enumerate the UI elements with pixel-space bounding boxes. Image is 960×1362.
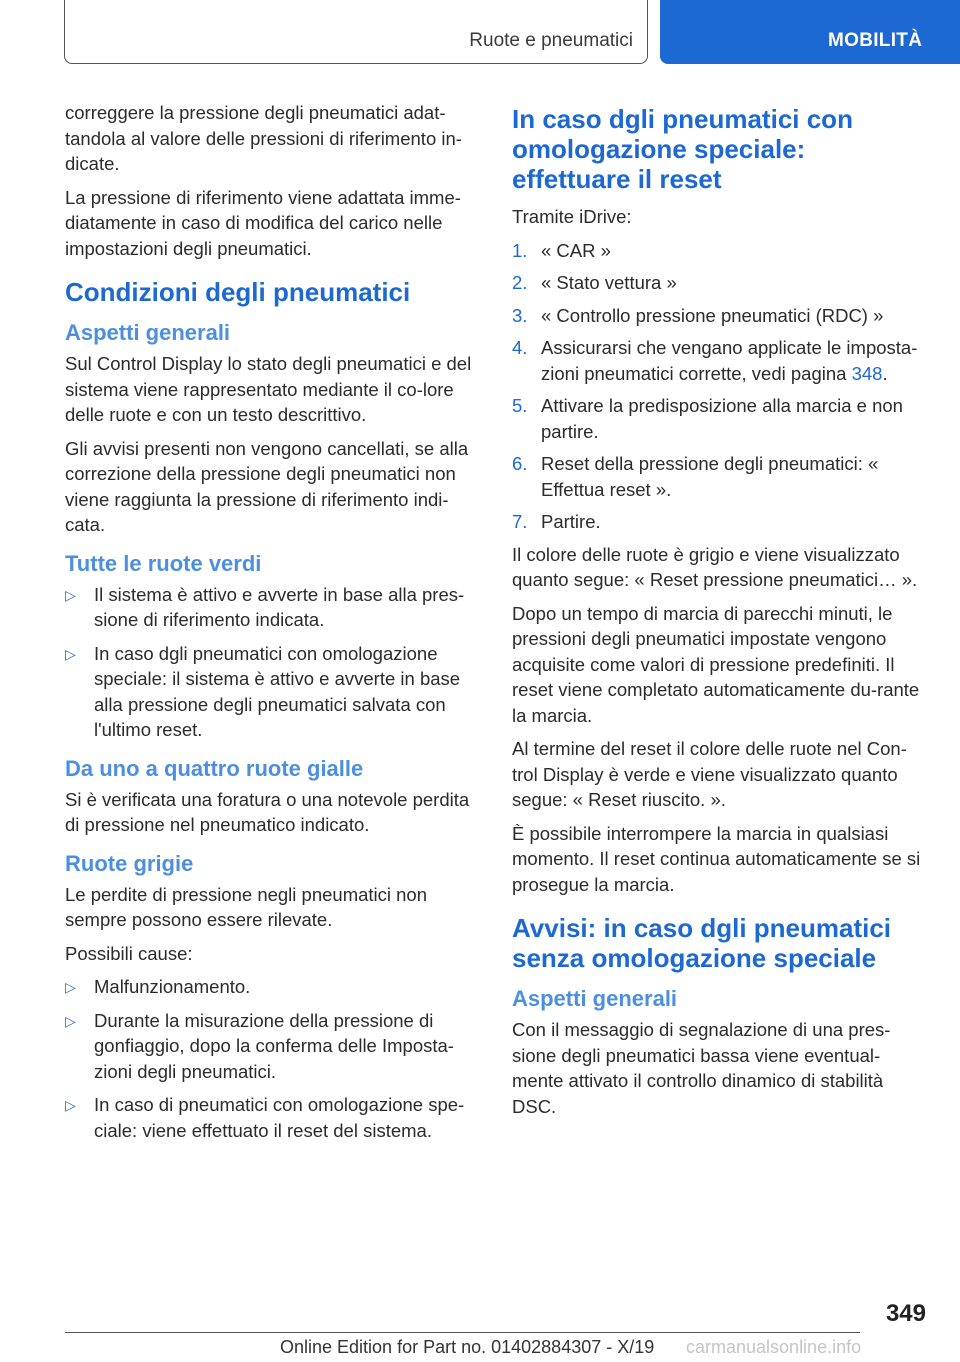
list-item: ▷ Malfunzionamento.	[65, 974, 480, 1000]
step-item: 6. Reset della pressione degli pneumatici: « Effettua reset ».	[512, 453, 879, 500]
edition-info: Online Edition for Part no. 01402884307 - X/19	[280, 1337, 655, 1357]
paragraph: Le perdite di pressione negli pneumatici non sempre possono essere rilevate.	[65, 883, 428, 930]
intro-paragraph: La pressione di riferimento viene adattata imme-diatamente in caso di modifica del carico nelle impostazioni degli pneumatici.	[65, 186, 461, 259]
chapter-tab[interactable]	[660, 0, 960, 64]
step-item: 7. Partire.	[512, 511, 601, 532]
subheading-grey-wheels: Ruote grigie	[65, 850, 194, 876]
list-item: ▷ In caso dgli pneumatici con omologazione speciale: il sistema è attivo e avverte in base alla pressione degli pneumatici salvata con l'ultimo reset.	[65, 642, 461, 740]
paragraph: Gli avvisi presenti non vengono cancellati, se alla correzione della pressione degli pneumatici non viene raggiunta la pressione di riferimento indi-cata.	[65, 437, 469, 535]
paragraph: È possibile interrompere la marcia in qualsiasi momento. Il reset continua automaticamente se si prosegue la marcia.	[512, 822, 921, 895]
intro-paragraph: correggere la pressione degli pneumatici adat-tandola al valore delle pressioni di riferimento in-dicate.	[65, 102, 462, 174]
list-item: ▷ Durante la misurazione della pressione di gonfiaggio, dopo la conferma delle Imposta-zioni degli pneumatici.	[65, 1009, 454, 1082]
page-reference-link[interactable]: 348	[851, 362, 883, 384]
paragraph: Tramite iDrive:	[512, 206, 632, 227]
chapter-tab-label: MOBILITÀ	[828, 30, 923, 51]
triangle-right-icon: ▷	[65, 1097, 76, 1113]
triangle-right-icon: ▷	[65, 586, 76, 603]
section-title: Ruote e pneumatici	[469, 30, 633, 51]
reset-steps-list	[512, 238, 930, 535]
right-column	[512, 100, 930, 1127]
paragraph: Sul Control Display lo stato degli pneumatici e del sistema viene rappresentato mediante il co-lore delle ruote e con un testo descrittivo.	[65, 353, 472, 425]
paragraph: Al termine del reset il colore delle ruote nel Con-trol Display è verde e viene visualizzato quanto segue: « Reset riuscito. ».	[512, 738, 907, 810]
subheading-yellow-wheels: Da uno a quattro ruote gialle	[65, 755, 364, 781]
list-item: ▷ In caso di pneumatici con omologazione spe-ciale: viene effettuato il reset del sistema.	[65, 1094, 465, 1141]
heading-reset: In caso dgli pneumatici con omologazione speciale: effettuare il reset	[512, 104, 853, 194]
step-item: 5. Attivare la predisposizione alla marcia e non partire.	[512, 395, 903, 442]
triangle-right-icon: ▷	[65, 645, 76, 662]
triangle-right-icon: ▷	[65, 1012, 76, 1029]
step-item: 1. « CAR »	[512, 239, 611, 261]
paragraph: Con il messaggio di segnalazione di una pres-sione degli pneumatici bassa viene eventual-mente attivato il controllo dinamico di stabilità DSC.	[512, 1019, 891, 1117]
green-wheels-list	[65, 582, 480, 743]
header-frame	[64, 0, 648, 64]
paragraph: Il colore delle ruote è grigio e viene visualizzato quanto segue: « Reset pressione pneumatici… ».	[512, 543, 918, 590]
step-item: 2. « Stato vettura »	[512, 272, 677, 293]
triangle-right-icon: ▷	[65, 979, 76, 995]
left-column	[65, 100, 480, 1151]
subheading-general-aspects: Aspetti generali	[512, 986, 678, 1011]
subheading-general-aspects: Aspetti generali	[65, 320, 231, 345]
grey-wheels-causes-list	[65, 974, 480, 1143]
paragraph: Si è verificata una foratura o una notevole perdita di pressione nel pneumatico indicato.	[65, 788, 470, 835]
paragraph: Dopo un tempo di marcia di parecchi minuti, le pressioni degli pneumatici impostate vengono acquisite come valori di pressione predefiniti. Il reset viene completato automaticamente du-rante la marcia.	[512, 602, 920, 726]
list-item: ▷ Il sistema è attivo e avverte in base alla pres-sione di riferimento indicata.	[65, 583, 465, 630]
page-number: 349	[885, 1300, 926, 1327]
watermark: carmanualsonline.info	[686, 1337, 862, 1357]
paragraph: Possibili cause:	[65, 942, 193, 964]
footer-divider	[65, 1332, 860, 1333]
step-item: 3. « Controllo pressione pneumatici (RDC) »	[512, 304, 884, 326]
subheading-all-green: Tutte le ruote verdi	[65, 550, 262, 576]
heading-warnings: Avvisi: in caso dgli pneumatici senza omologazione speciale	[512, 913, 892, 973]
heading-tire-conditions: Condizioni degli pneumatici	[65, 277, 411, 307]
step-item: 4. Assicurarsi che vengano applicate le imposta-zioni pneumatici corrette, vedi pagina 348.	[512, 337, 918, 384]
